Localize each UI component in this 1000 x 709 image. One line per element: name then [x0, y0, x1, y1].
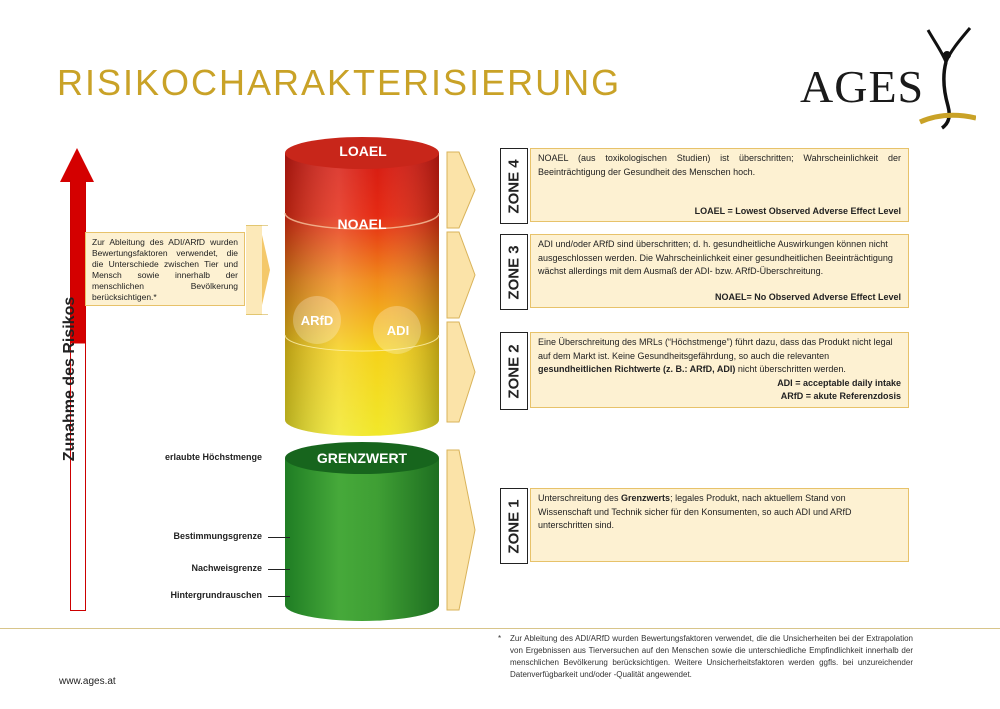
zone-3-text: ADI und/oder ARfD sind überschritten; d. h. gesundheitliche Auswirkungen können nicht ausgeschlossen werden. Die Wahrscheinlichkeit einer gesundheitlichen Beeinträchtigung wächst allerdings mit dem Ausmaß der ADI- bzw. ARfD-Überschreitung. — [538, 239, 893, 276]
level-hoechstmenge: erlaubte Höchstmenge — [164, 452, 262, 462]
zone-4-text: NOAEL (aus toxikologischen Studien) ist überschritten; Wahrscheinlichkeit der Beeinträchtigung der Gesundheit des Menschen hoch. — [538, 153, 901, 177]
zone-2-tag: ZONE 2 — [500, 332, 528, 410]
arfd-label: ARfD — [300, 313, 334, 328]
logo-figure-icon — [918, 22, 976, 132]
footnote-star: * — [498, 634, 502, 643]
footnote-text: Zur Ableitung des ADI/ARfD wurden Bewertungsfaktoren verwendet, die die Unsicherheiten bei der Extrapolation von Ergebnissen aus Tierversuchen auf den Menschen sowie die unterschiedliche Empfindlichkeit innerhalb der menschlichen Bevölkerung berücksichtigen. Weitere Unsicherheitsfaktoren werden ggfls. bei unzureichender Datenverfügbarkeit und/oder -Qualität angewendet. — [510, 634, 913, 679]
footnote — [498, 633, 913, 681]
side-note-bracket-icon — [246, 225, 270, 315]
tick-nachweisgrenze — [268, 569, 290, 570]
ages-logo — [800, 22, 975, 132]
website-link[interactable]: www.ages.at — [59, 676, 116, 687]
risk-cylinder-upper — [280, 135, 445, 440]
level-bestimmungsgrenze: Bestimmungsgrenze — [173, 531, 262, 541]
zone-2-box — [530, 332, 909, 408]
zone-1-box — [530, 488, 909, 562]
zone-4-definition: LOAEL = Lowest Observed Adverse Effect Level — [694, 205, 901, 216]
grenzwert-label: GRENZWERT — [316, 450, 408, 466]
loael-label: LOAEL — [339, 143, 387, 159]
zone-4-box — [530, 148, 909, 222]
adi-label: ADI — [386, 323, 410, 338]
zone-2-definition-arfd: ARfD = akute Referenzdosis — [780, 391, 901, 401]
zone-3-definition: NOAEL= No Observed Adverse Effect Level — [715, 291, 901, 302]
noael-label: NOAEL — [337, 216, 387, 232]
level-nachweisgrenze: Nachweisgrenze — [191, 563, 262, 573]
side-note: Zur Ableitung des ADI/ARfD wurden Bewertungsfaktoren verwendet, die die Unterschiede zwischen Tier und Mensch sowie innerhalb der menschlichen Bevölkerung berücksichtigen.* — [85, 232, 245, 306]
footer-divider — [0, 628, 1000, 629]
level-hintergrundrauschen: Hintergrundrauschen — [170, 590, 262, 600]
tick-hintergrundrauschen — [268, 596, 290, 597]
zone-3-box — [530, 234, 909, 308]
tick-bestimmungsgrenze — [268, 537, 290, 538]
grenzwert-cylinder — [280, 440, 445, 625]
zone-3-tag: ZONE 3 — [500, 234, 528, 310]
logo-text: AGES — [800, 61, 925, 112]
zone-brackets — [445, 150, 477, 620]
zone-1-tag: ZONE 1 — [500, 488, 528, 564]
axis-label: Zunahme des Risikos — [61, 296, 78, 462]
page-title: RISIKOCHARAKTERISIERUNG — [57, 62, 622, 103]
zone-2-text: Eine Überschreitung des MRLs (“Höchstmenge”) führt dazu, dass das Produkt nicht legal auf dem Markt ist. Keine Gesundheitsgefährdung, so auch die relevanten gesundheitlichen Richtwerte (z. B.: ARfD, ADI) nicht überschritten werden. — [538, 337, 893, 374]
zone-1-text: Unterschreitung des Grenzwerts; legales Produkt, nach aktuellem Stand von Wissenschaft und Technik sicher für den Konsumenten, so auch ADI und ARfD unterschritten sind. — [538, 493, 852, 530]
zone-2-definition-adi: ADI = acceptable daily intake — [777, 377, 901, 388]
risk-arrow-head — [60, 148, 94, 182]
zone-4-tag: ZONE 4 — [500, 148, 528, 224]
